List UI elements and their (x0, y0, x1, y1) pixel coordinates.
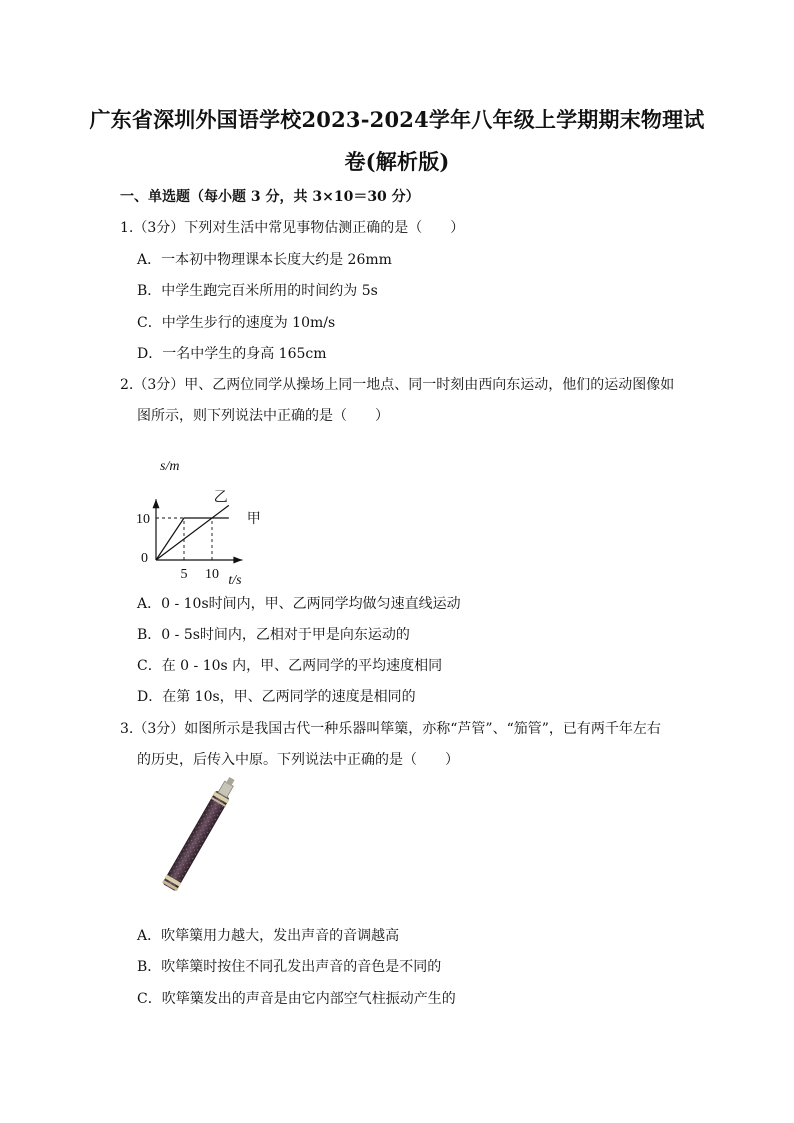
motion-graph (128, 456, 298, 586)
x-tick-label: 10 (205, 567, 219, 582)
series-label-yi: 乙 (213, 490, 228, 506)
question-3-stem: 3.（3分）如图所示是我国古代一种乐器叫筚篥，亦称“芦管”、“笳管”，已有两千年左右 (120, 721, 661, 737)
y-tick-label: 10 (136, 512, 150, 527)
question-2-option-c: C．在 0 - 10s 内，甲、乙两同学的平均速度相同 (137, 658, 443, 674)
series-label-jia: 甲 (246, 512, 261, 527)
series-line-jia (156, 518, 229, 560)
x-axis-arrow (233, 557, 242, 564)
question-1-option-c: C．中学生步行的速度为 10m/s (137, 315, 336, 331)
question-2-stem-continued: 图所示，则下列说法中正确的是（ ） (137, 408, 389, 424)
question-2-stem: 2.（3分）甲、乙两位同学从操场上同一地点、同一时刻由西向东运动，他们的运动图像如 (120, 377, 675, 393)
question-2-option-a: A．0 - 10s时间内，甲、乙两同学均做匀速直线运动 (137, 596, 461, 612)
question-1-stem: 1.（3分）下列对生活中常见事物估测正确的是（ ） (120, 220, 465, 236)
origin-label: 0 (141, 551, 148, 566)
question-1-option-d: D．一名中学生的身高 165cm (137, 346, 327, 362)
question-3-option-b: B．吹筚篥时按住不同孔发出声音的音色是不同的 (137, 959, 442, 975)
document-title-line-1: 广东省深圳外国语学校2023-2024学年八年级上学期期末物理试 (89, 107, 705, 132)
question-3-option-c: C．吹筚篥发出的声音是由它内部空气柱振动产生的 (137, 991, 456, 1007)
document-title-line-2: 卷(解析版) (344, 149, 450, 174)
question-1-option-b: B．中学生跑完百米所用的时间约为 5s (137, 283, 378, 299)
question-3-stem-continued: 的历史，后传入中原。下列说法中正确的是（ ） (137, 752, 459, 768)
y-axis-arrow (153, 499, 160, 508)
x-axis-label: t/s (228, 573, 242, 586)
question-2-option-b: B．0 - 5s时间内，乙相对于甲是向东运动的 (137, 627, 410, 643)
section-heading: 一、单选题（每小题 3 分，共 3×10＝30 分） (120, 189, 420, 205)
x-tick-label: 5 (180, 567, 188, 582)
question-2-option-d: D．在第 10s，甲、乙两同学的速度是相同的 (137, 689, 416, 705)
series-line-yi (156, 505, 229, 560)
y-axis-label: s/m (160, 459, 180, 474)
bili-instrument-image (128, 776, 258, 916)
question-3-option-a: A．吹筚篥用力越大，发出声音的音调越高 (137, 928, 400, 944)
question-1-option-a: A．一本初中物理课本长度大约是 26mm (137, 252, 392, 268)
